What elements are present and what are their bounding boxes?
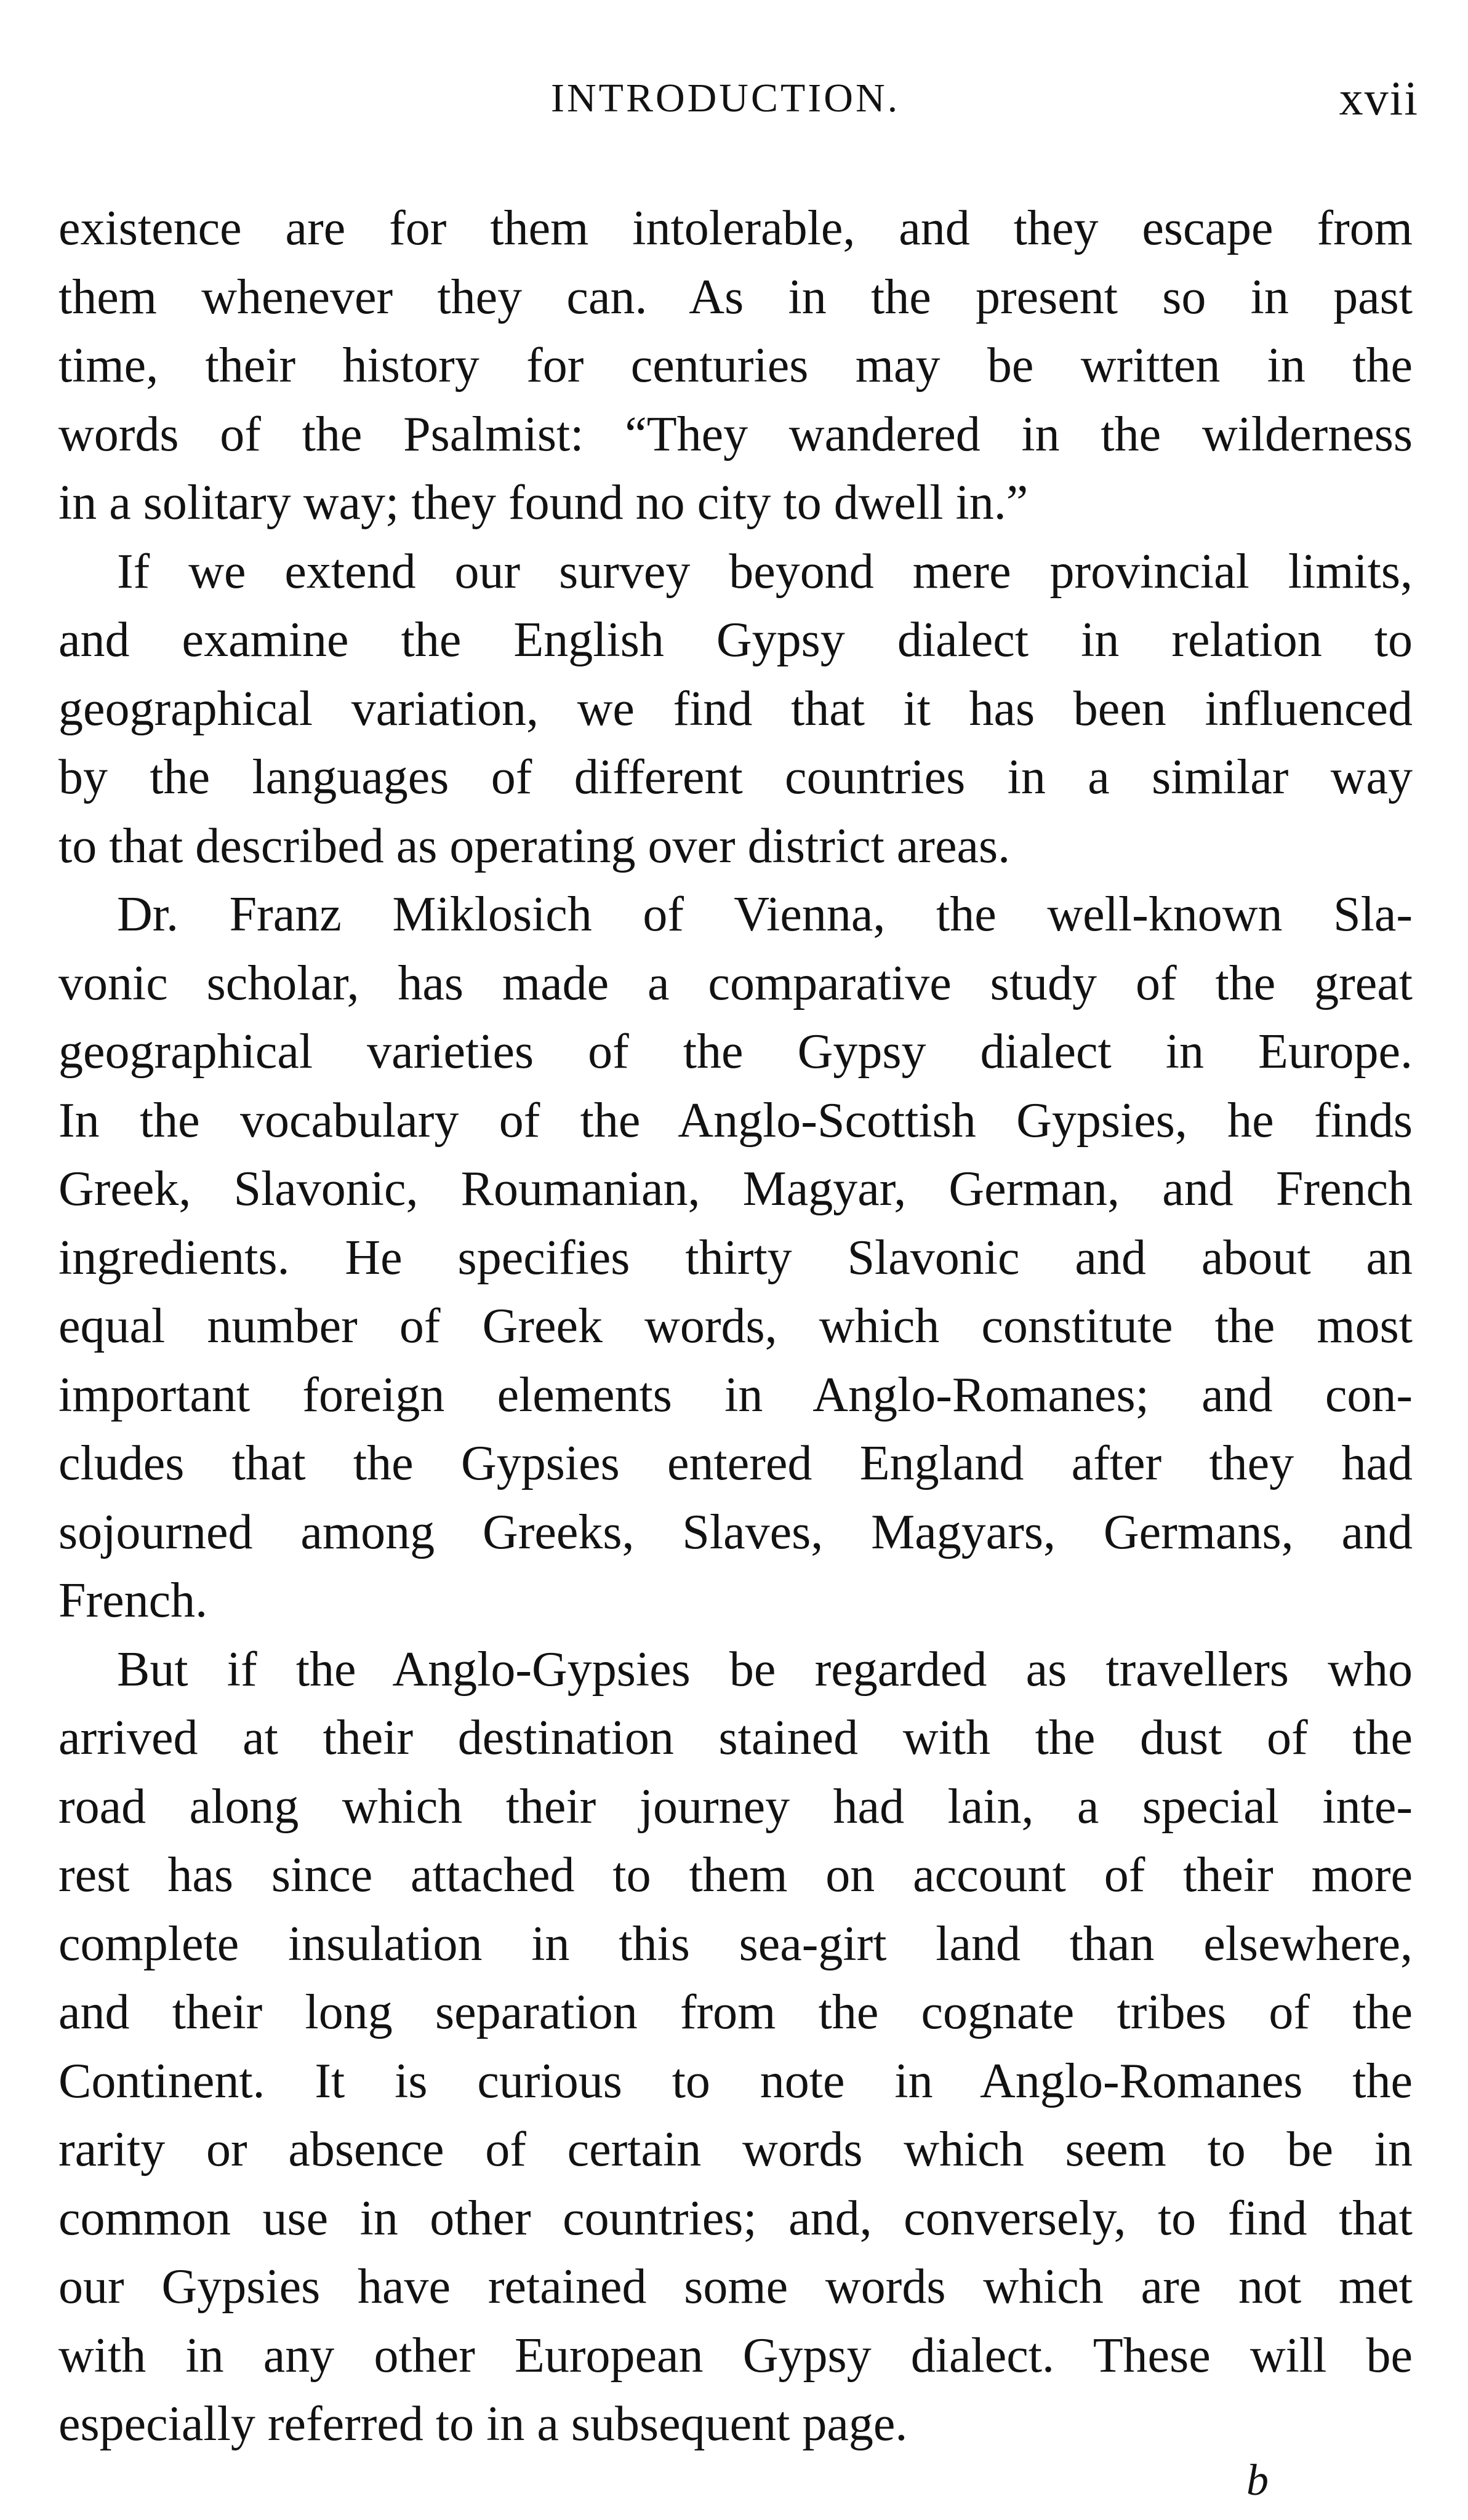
page-number: xvii — [1339, 71, 1419, 125]
paragraph-4 — [58, 1636, 1413, 2459]
text-line: and examine the English Gypsy dialect in relation to — [58, 613, 1413, 667]
text-line: geographical variation, we find that it has been influenced — [58, 681, 1413, 736]
body-text — [58, 194, 1413, 2459]
text-line: French. — [58, 1574, 208, 1628]
text-line: vonic scholar, has made a comparative study of the great — [58, 956, 1413, 1010]
text-line: Continent. It is curious to note in Anglo-Romanes the — [58, 2054, 1413, 2108]
text-line: important foreign elements in Anglo-Romanes; and con- — [58, 1367, 1413, 1422]
text-line: time, their history for centuries may be written in the — [58, 338, 1413, 393]
text-line: our Gypsies have retained some words which are not met — [58, 2260, 1413, 2314]
text-line: Greek, Slavonic, Roumanian, Magyar, German, and French — [58, 1162, 1413, 1216]
text-line: by the languages of different countries in a similar way — [58, 750, 1413, 804]
paragraph-1 — [58, 194, 1413, 538]
signature-mark: b — [1246, 2455, 1269, 2505]
text-line: to that described as operating over district areas. — [58, 818, 1011, 873]
text-line: But if the Anglo-Gypsies be regarded as travellers who — [117, 1642, 1413, 1697]
text-line: ingredients. He specifies thirty Slavonic and about an — [58, 1230, 1413, 1285]
text-line: arrived at their destination stained with the dust of the — [58, 1711, 1413, 1765]
text-line: existence are for them intolerable, and they escape from — [58, 201, 1413, 255]
text-line: In the vocabulary of the Anglo-Scottish Gypsies, he finds — [58, 1093, 1413, 1148]
text-line: rarity or absence of certain words which seem to be in — [58, 2122, 1413, 2177]
text-line: If we extend our survey beyond mere provincial limits, — [117, 544, 1413, 599]
text-line: cludes that the Gypsies entered England after they had — [58, 1436, 1413, 1490]
text-line: words of the Psalmist: “They wandered in the wilderness — [58, 407, 1413, 462]
text-line: rest has since attached to them on account of their more — [58, 1848, 1413, 1902]
text-line: with in any other European Gypsy dialect. These will be — [58, 2328, 1413, 2383]
running-title: INTRODUCTION. — [551, 76, 900, 121]
text-line: common use in other countries; and, conversely, to find that — [58, 2191, 1413, 2246]
text-line: sojourned among Greeks, Slaves, Magyars, Germans, and — [58, 1505, 1413, 1559]
text-line: and their long separation from the cognate tribes of the — [58, 1985, 1413, 2039]
text-line: especially referred to in a subsequent page. — [58, 2397, 908, 2451]
text-line: road along which their journey had lain, a special inte- — [58, 1779, 1413, 1834]
text-line: them whenever they can. As in the present so in past — [58, 270, 1413, 324]
text-line: in a solitary way; they found no city to dwell in.” — [58, 476, 1029, 530]
running-head — [0, 68, 1468, 135]
paragraph-3 — [58, 881, 1413, 1636]
text-line: complete insulation in this sea-girt land than elsewhere, — [58, 1916, 1413, 1971]
paragraph-2 — [58, 538, 1413, 881]
text-line: Dr. Franz Miklosich of Vienna, the well-known Sla- — [117, 887, 1413, 942]
text-line: geographical varieties of the Gypsy dialect in Europe. — [58, 1025, 1413, 1079]
text-line: equal number of Greek words, which constitute the most — [58, 1299, 1413, 1353]
